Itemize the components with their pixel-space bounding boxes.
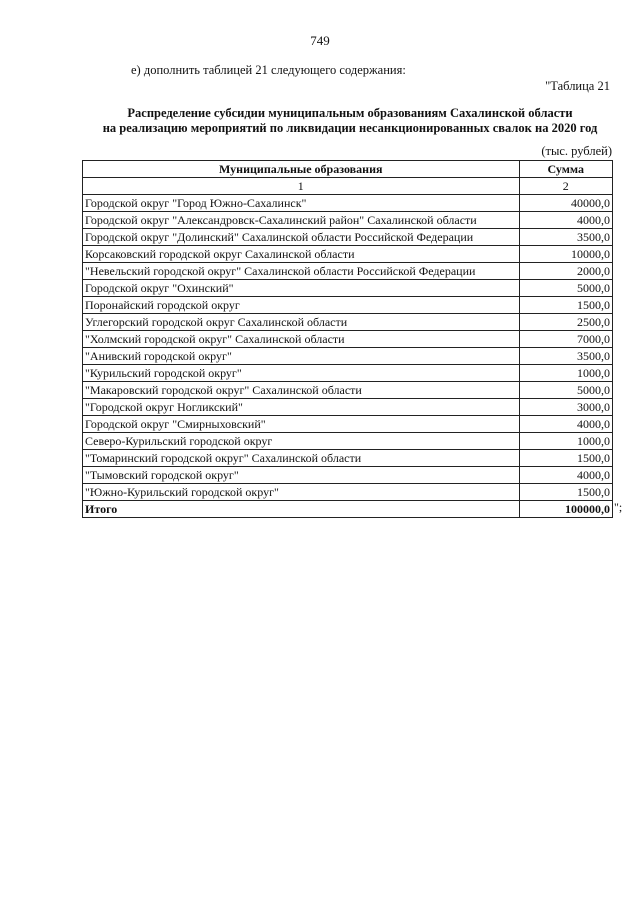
subsidy-sum: 5000,0	[519, 280, 612, 297]
title-line-1: Распределение субсидии муниципальным образованиям Сахалинской области	[127, 106, 573, 120]
header-municipalities: Муниципальные образования	[83, 161, 520, 178]
total-sum: 100000,0	[519, 501, 612, 518]
table-row	[83, 467, 613, 484]
municipality-name: Городской округ "Долинский" Сахалинской области Российской Федерации	[83, 229, 520, 246]
closing-quote: ";	[614, 500, 623, 514]
subsidy-sum: 7000,0	[519, 331, 612, 348]
header-sum: Сумма	[519, 161, 612, 178]
subsidy-sum: 3000,0	[519, 399, 612, 416]
subsidy-sum: 1000,0	[519, 365, 612, 382]
total-row	[83, 501, 613, 518]
municipality-name: "Холмский городской округ" Сахалинской области	[83, 331, 520, 348]
table-row	[83, 348, 613, 365]
subsidy-sum: 40000,0	[519, 195, 612, 212]
subsidy-sum: 1500,0	[519, 297, 612, 314]
table-row	[83, 314, 613, 331]
municipality-name: "Курильский городской округ"	[83, 365, 520, 382]
table-row	[83, 297, 613, 314]
subsidy-sum: 2000,0	[519, 263, 612, 280]
document-title	[60, 106, 640, 136]
title-line-2: на реализацию мероприятий по ликвидации несанкционированных свалок на 2020 год	[102, 121, 598, 135]
table-row	[83, 416, 613, 433]
municipality-name: "Анивский городской округ"	[83, 348, 520, 365]
intro-text: е) дополнить таблицей 21 следующего содержания:	[131, 63, 406, 77]
table-reference: "Таблица 21	[545, 79, 610, 93]
table-row	[83, 331, 613, 348]
subsidy-sum: 2500,0	[519, 314, 612, 331]
total-label: Итого	[83, 501, 520, 518]
table-row	[83, 450, 613, 467]
municipality-name: Городской округ "Смирныховский"	[83, 416, 520, 433]
municipality-name: Углегорский городской округ Сахалинской области	[83, 314, 520, 331]
municipality-name: Корсаковский городской округ Сахалинской области	[83, 246, 520, 263]
subsidy-sum: 10000,0	[519, 246, 612, 263]
municipality-name: Городской округ "Город Южно-Сахалинск"	[83, 195, 520, 212]
municipality-name: "Макаровский городской округ" Сахалинской области	[83, 382, 520, 399]
table-row	[83, 263, 613, 280]
subsidy-sum: 5000,0	[519, 382, 612, 399]
column-number-2: 2	[519, 178, 612, 195]
table-row	[83, 212, 613, 229]
subsidy-sum: 4000,0	[519, 212, 612, 229]
subsidy-sum: 3500,0	[519, 348, 612, 365]
header-row	[83, 161, 613, 178]
table-row	[83, 229, 613, 246]
municipality-name: "Городской округ Ногликский"	[83, 399, 520, 416]
table-row	[83, 280, 613, 297]
municipality-name: Городской округ "Охинский"	[83, 280, 520, 297]
municipality-name: "Тымовский городской округ"	[83, 467, 520, 484]
subsidy-sum: 4000,0	[519, 416, 612, 433]
table-row	[83, 246, 613, 263]
municipality-name: Поронайский городской округ	[83, 297, 520, 314]
subsidy-sum: 1500,0	[519, 484, 612, 501]
units-label: (тыс. рублей)	[541, 144, 612, 158]
column-number-1: 1	[83, 178, 520, 195]
subsidy-sum: 4000,0	[519, 467, 612, 484]
subsidy-sum: 1000,0	[519, 433, 612, 450]
table-row	[83, 484, 613, 501]
table-row	[83, 365, 613, 382]
column-number-row	[83, 178, 613, 195]
table-row	[83, 382, 613, 399]
municipality-name: "Томаринский городской округ" Сахалинской области	[83, 450, 520, 467]
municipality-name: Северо-Курильский городской округ	[83, 433, 520, 450]
municipality-name: "Невельский городской округ" Сахалинской области Российской Федерации	[83, 263, 520, 280]
subsidy-sum: 1500,0	[519, 450, 612, 467]
table-row	[83, 433, 613, 450]
table-row	[83, 195, 613, 212]
table-row	[83, 399, 613, 416]
municipality-name: "Южно-Курильский городской округ"	[83, 484, 520, 501]
subsidy-sum: 3500,0	[519, 229, 612, 246]
page-number: 749	[310, 33, 330, 48]
table-body	[83, 195, 613, 501]
municipality-name: Городской округ "Александровск-Сахалинский район" Сахалинской области	[83, 212, 520, 229]
subsidy-table	[82, 160, 613, 518]
